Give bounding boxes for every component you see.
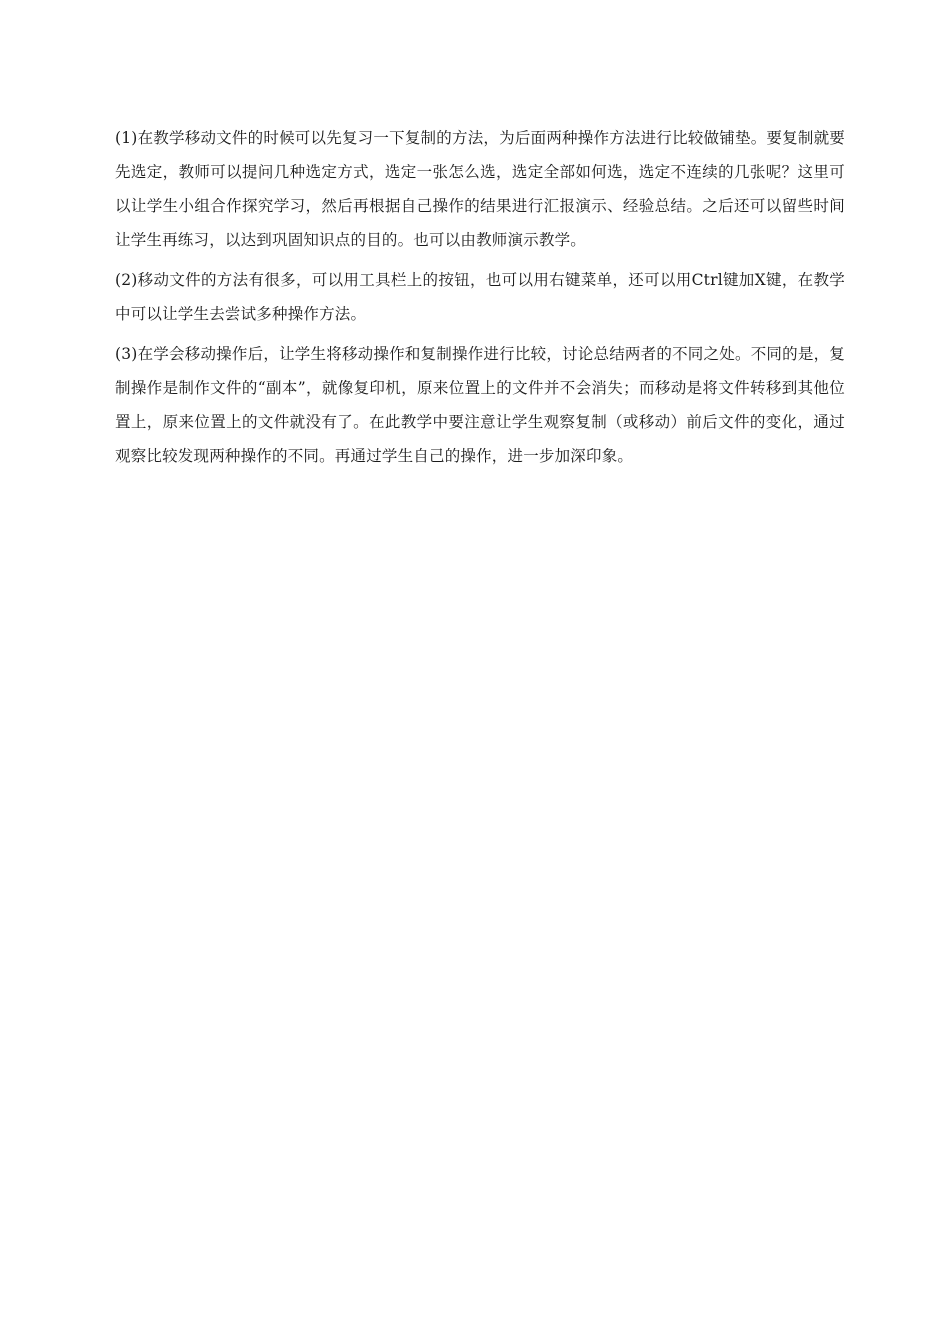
paragraph-1: (1)在教学移动文件的时候可以先复习一下复制的方法，为后面两种操作方法进行比较做铺垫。要复制就要先选定，教师可以提问几种选定方式，选定一张怎么选，选定全部如何选，选定不连续的几张呢？这里可以让学生小组合作探究学习，然后再根据自己操作的结果进行汇报演示、经验总结。之后还可以留些时间让学生再练习，以达到巩固知识点的目的。也可以由教师演示教学。 <box>115 129 845 249</box>
paragraph-2: (2)移动文件的方法有很多，可以用工具栏上的按钮，也可以用右键菜单，还可以用Ctrl键加X键，在教学中可以让学生去尝试多种操作方法。 <box>115 271 845 323</box>
document-body <box>115 121 845 479</box>
paragraph-3: (3)在学会移动操作后，让学生将移动操作和复制操作进行比较，讨论总结两者的不同之处。不同的是，复制操作是制作文件的“副本”，就像复印机，原来位置上的文件并不会消失；而移动是将文件转移到其他位置上，原来位置上的文件就没有了。在此教学中要注意让学生观察复制（或移动）前后文件的变化，通过观察比较发现两种操作的不同。再通过学生自己的操作，进一步加深印象。 <box>115 345 845 465</box>
